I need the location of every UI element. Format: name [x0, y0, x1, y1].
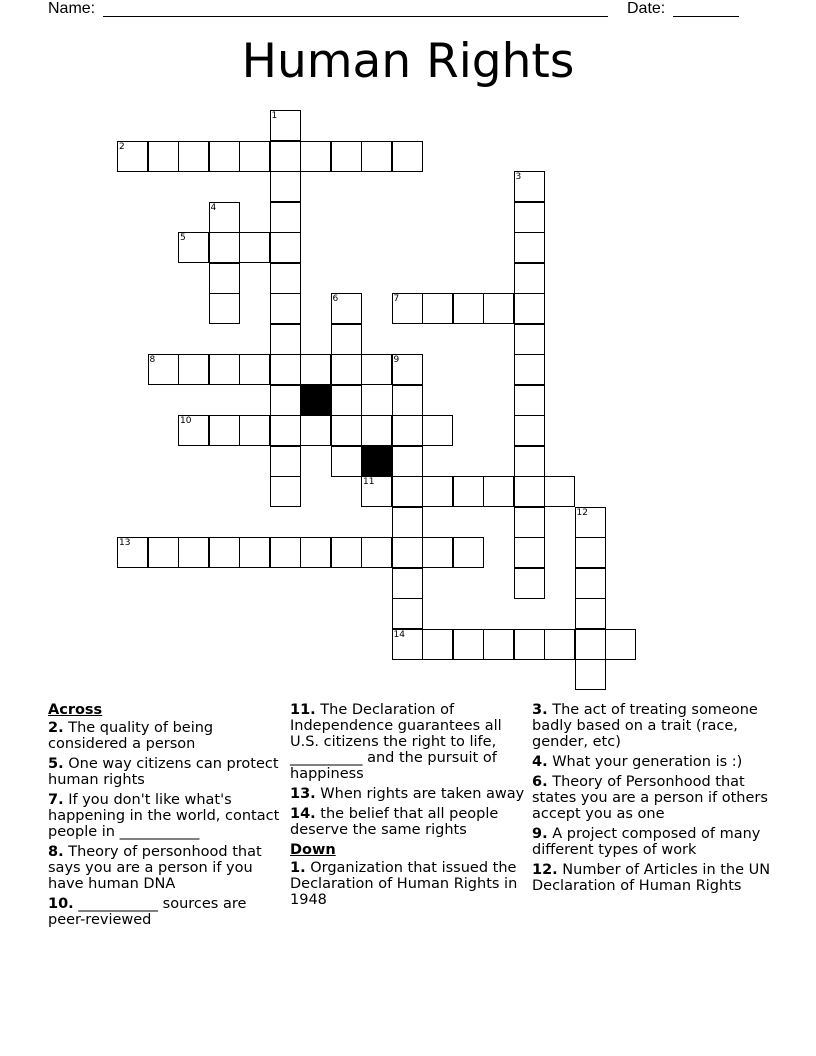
grid-cell[interactable] [453, 293, 484, 324]
across-clue-10 [48, 896, 284, 928]
clue-text: The Declaration of Independence guarantees all U.S. citizens the right to life, __________ and the pursuit of happiness [290, 702, 502, 782]
clue-column-3 [532, 702, 772, 898]
grid-cell[interactable] [483, 629, 514, 660]
grid-cell[interactable] [331, 446, 362, 477]
grid-cell[interactable] [209, 537, 240, 568]
clue-number: 14. [290, 806, 316, 822]
down-clue-6 [532, 774, 772, 822]
down-clue-3 [532, 702, 772, 750]
grid-cell[interactable] [178, 232, 209, 263]
clue-number: 1. [290, 860, 306, 876]
clue-number-5: 5 [180, 233, 186, 243]
grid-cell[interactable] [178, 141, 209, 172]
grid-cell[interactable] [392, 598, 423, 629]
grid-cell[interactable] [148, 537, 179, 568]
clue-number-12: 12 [576, 507, 588, 518]
grid-cell[interactable] [239, 537, 270, 568]
grid-cell[interactable] [239, 141, 270, 172]
grid-cell[interactable] [514, 354, 545, 385]
grid-cell[interactable] [239, 232, 270, 263]
grid-cell[interactable] [270, 263, 301, 294]
clue-number: 7. [48, 792, 64, 808]
grid-cell[interactable] [361, 141, 392, 172]
grid-cell[interactable] [514, 629, 545, 660]
clue-text: A project composed of many different types of work [532, 826, 761, 858]
clue-number: 8. [48, 844, 64, 860]
clue-number: 10. [48, 896, 74, 912]
across-clue-2 [48, 720, 284, 752]
clue-number-11: 11 [363, 477, 375, 487]
grid-cell[interactable] [483, 293, 514, 324]
grid-cell[interactable] [331, 141, 362, 172]
grid-cell[interactable] [117, 141, 148, 172]
clue-text: If you don't like what's happening in the world, contact people in ___________ [48, 792, 280, 840]
black-cell [361, 446, 392, 477]
grid-cell[interactable] [392, 568, 423, 599]
grid-cell[interactable] [300, 141, 331, 172]
grid-cell[interactable] [575, 507, 606, 538]
grid-cell[interactable] [514, 415, 545, 446]
clue-text: What your generation is :) [552, 754, 743, 770]
grid-cell[interactable] [392, 507, 423, 538]
across-clue-11 [290, 702, 526, 782]
grid-cell[interactable] [300, 354, 331, 385]
grid-cell[interactable] [148, 141, 179, 172]
clue-number-2: 2 [119, 141, 125, 152]
grid-cell[interactable] [514, 568, 545, 599]
clue-column-2 [290, 702, 526, 912]
clue-number: 4. [532, 754, 548, 770]
clue-number-7: 7 [393, 294, 400, 304]
clue-number-9: 9 [393, 355, 400, 365]
clue-text: One way citizens can protect human rights [48, 756, 279, 788]
grid-cell[interactable] [392, 354, 423, 385]
down-clue-12 [532, 862, 772, 894]
grid-cell[interactable] [361, 354, 392, 385]
grid-cell[interactable] [209, 415, 240, 446]
clue-text: The act of treating someone badly based on a trait (race, gender, etc) [532, 702, 758, 750]
grid-cell[interactable] [422, 293, 453, 324]
grid-cell[interactable] [270, 385, 301, 416]
black-cell [300, 385, 331, 416]
grid-cell[interactable] [514, 476, 545, 507]
date-label: Date: [627, 0, 666, 17]
grid-cell[interactable] [514, 385, 545, 416]
clue-number: 13. [290, 786, 316, 802]
clue-text: The quality of being considered a person [48, 720, 214, 752]
grid-cell[interactable] [422, 476, 453, 507]
grid-cell[interactable] [331, 324, 362, 355]
clue-number-4: 4 [210, 202, 217, 213]
grid-cell[interactable] [392, 293, 423, 324]
grid-cell[interactable] [209, 263, 240, 294]
grid-cell[interactable] [209, 202, 240, 233]
clue-number: 9. [532, 826, 548, 842]
grid-cell[interactable] [514, 446, 545, 477]
grid-cell[interactable] [361, 476, 392, 507]
grid-cell[interactable] [514, 537, 545, 568]
grid-cell[interactable] [392, 629, 423, 660]
grid-cell[interactable] [422, 415, 453, 446]
across-heading: Across [48, 702, 103, 718]
clue-text: the belief that all people deserve the same rights [290, 806, 499, 838]
grid-cell[interactable] [300, 537, 331, 568]
grid-cell[interactable] [209, 141, 240, 172]
grid-cell[interactable] [270, 476, 301, 507]
grid-cell[interactable] [392, 385, 423, 416]
clue-text: Organization that issued the Declaration of Human Rights in 1948 [290, 860, 518, 908]
clue-number-8: 8 [149, 355, 156, 365]
clue-number: 2. [48, 720, 64, 736]
down-clue-1 [290, 860, 526, 908]
name-label: Name: [48, 0, 96, 17]
grid-cell[interactable] [209, 232, 240, 263]
grid-cell[interactable] [270, 202, 301, 233]
clue-text: Theory of Personhood that states you are a person if others accept you as one [532, 774, 768, 822]
grid-cell[interactable] [514, 202, 545, 233]
grid-cell[interactable] [331, 415, 362, 446]
grid-cell[interactable] [453, 537, 484, 568]
clue-number: 6. [532, 774, 548, 790]
grid-cell[interactable] [422, 629, 453, 660]
grid-cell[interactable] [331, 537, 362, 568]
grid-cell[interactable] [514, 293, 545, 324]
grid-cell[interactable] [453, 629, 484, 660]
grid-cell[interactable] [392, 476, 423, 507]
grid-cell[interactable] [270, 171, 301, 202]
clue-number-1: 1 [271, 111, 278, 121]
grid-cell[interactable] [300, 415, 331, 446]
clue-text: Theory of personhood that says you are a person if you have human DNA [48, 844, 262, 892]
grid-cell[interactable] [453, 476, 484, 507]
grid-cell[interactable] [605, 629, 636, 660]
grid-cell[interactable] [270, 415, 301, 446]
down-heading: Down [290, 842, 336, 858]
clue-number-6: 6 [332, 294, 339, 304]
clue-number: 12. [532, 862, 558, 878]
puzzle-title: Human Rights [241, 34, 575, 89]
grid-cell[interactable] [239, 415, 270, 446]
grid-cell[interactable] [178, 537, 209, 568]
grid-cell[interactable] [575, 568, 606, 599]
grid-cell[interactable] [209, 354, 240, 385]
down-clue-9 [532, 826, 772, 858]
grid-cell[interactable] [270, 537, 301, 568]
grid-cell[interactable] [117, 537, 148, 568]
across-clue-13 [290, 786, 526, 802]
grid-cell[interactable] [239, 354, 270, 385]
grid-cell[interactable] [544, 476, 575, 507]
grid-cell[interactable] [544, 629, 575, 660]
grid-cell[interactable] [514, 171, 545, 202]
grid-cell[interactable] [209, 293, 240, 324]
grid-cell[interactable] [148, 354, 179, 385]
grid-cell[interactable] [361, 537, 392, 568]
grid-cell[interactable] [270, 110, 301, 141]
across-clue-8 [48, 844, 284, 892]
across-clue-7 [48, 792, 284, 840]
grid-cell[interactable] [514, 263, 545, 294]
across-clue-14 [290, 806, 526, 838]
grid-cell[interactable] [575, 659, 606, 690]
grid-cell[interactable] [270, 354, 301, 385]
grid-cell[interactable] [178, 354, 209, 385]
grid-cell[interactable] [178, 415, 209, 446]
grid-cell[interactable] [575, 598, 606, 629]
grid-cell[interactable] [270, 232, 301, 263]
grid-cell[interactable] [270, 324, 301, 355]
clue-number-13: 13 [119, 538, 131, 548]
grid-cell[interactable] [392, 446, 423, 477]
clue-number-10: 10 [180, 416, 192, 426]
grid-cell[interactable] [575, 629, 606, 660]
grid-cell[interactable] [331, 293, 362, 324]
grid-cell[interactable] [575, 537, 606, 568]
clue-text: Number of Articles in the UN Declaration of Human Rights [532, 862, 771, 894]
clue-text: When rights are taken away [320, 786, 525, 802]
clue-number: 3. [532, 702, 548, 718]
grid-cell[interactable] [514, 507, 545, 538]
grid-cell[interactable] [514, 324, 545, 355]
grid-cell[interactable] [483, 476, 514, 507]
grid-cell[interactable] [392, 141, 423, 172]
grid-cell[interactable] [331, 354, 362, 385]
clue-number: 5. [48, 756, 64, 772]
grid-cell[interactable] [361, 415, 392, 446]
grid-cell[interactable] [331, 385, 362, 416]
grid-cell[interactable] [422, 537, 453, 568]
clue-number: 11. [290, 702, 316, 718]
grid-cell[interactable] [392, 537, 423, 568]
grid-cell[interactable] [514, 232, 545, 263]
grid-cell[interactable] [270, 446, 301, 477]
grid-cell[interactable] [392, 415, 423, 446]
grid-cell[interactable] [270, 141, 301, 172]
clue-column-1 [48, 702, 284, 932]
down-clue-4 [532, 754, 772, 770]
across-clue-5 [48, 756, 284, 788]
clue-number-14: 14 [393, 629, 405, 640]
clue-number-3: 3 [515, 172, 522, 182]
clue-text: ___________ sources are peer-reviewed [48, 896, 247, 928]
grid-cell[interactable] [270, 293, 301, 324]
